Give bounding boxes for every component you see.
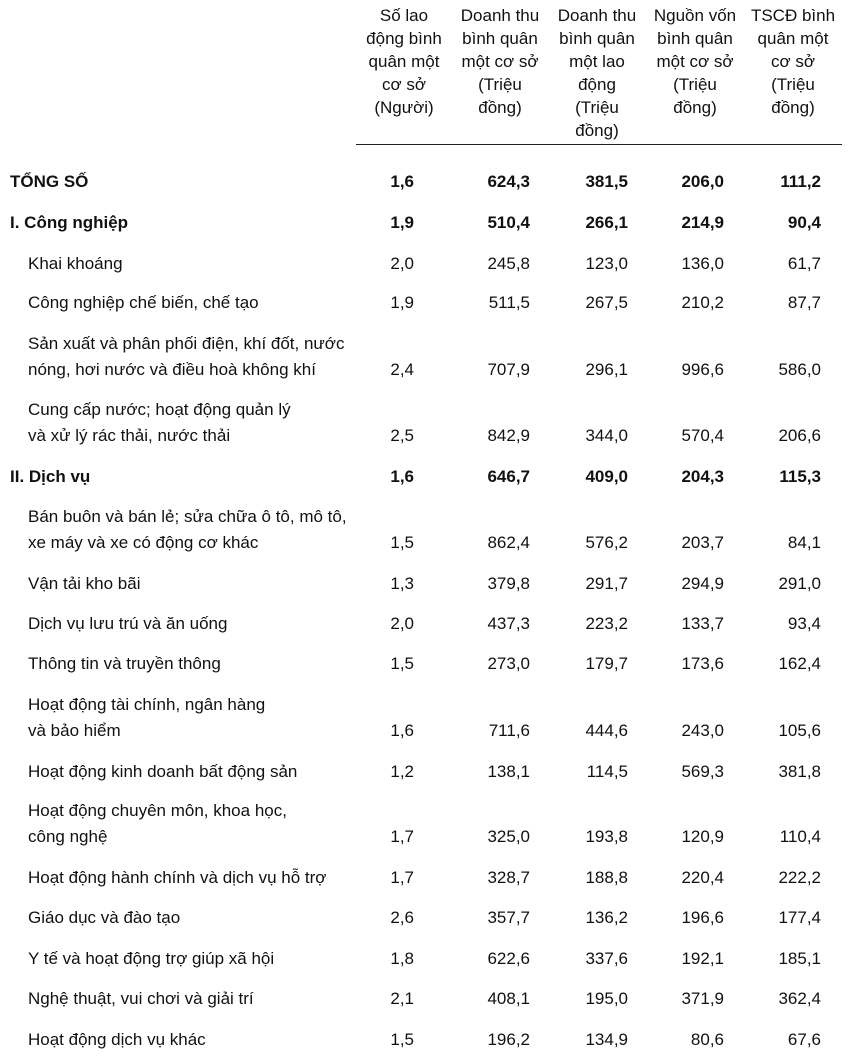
row-value: 267,5 [585,293,628,312]
header-capital-per-establishment: Nguồn vốn bình quân một cơ sở (Triệu đồng) [653,6,737,117]
row-value: 437,3 [487,614,530,633]
row-value: 206,6 [778,426,821,445]
row-value: 337,6 [585,949,628,968]
row-value: 996,6 [681,360,724,379]
row-value: 214,9 [681,213,724,232]
row-value: 87,7 [787,293,821,312]
row-value: 325,0 [487,827,530,846]
header-workers-per-establishment: Số lao động bình quân một cơ sở (Người) [366,6,442,117]
row-value: 196,2 [487,1030,530,1049]
header-revenue-per-worker: Doanh thu bình quân một lao động (Triệu đồng) [557,6,637,140]
row-value: 67,6 [787,1030,821,1049]
row-value: 111,2 [780,172,821,191]
row-value: 570,4 [681,426,724,445]
row-value: 177,4 [778,908,821,927]
row-value: 123,0 [585,254,628,273]
row-label: Vận tải kho bãi [28,574,141,593]
row-value: 357,7 [487,908,530,927]
row-value: 646,7 [487,467,530,486]
row-value: 291,7 [585,574,628,593]
row-value: 381,5 [585,172,628,191]
row-value: 195,0 [585,989,628,1008]
row-value: 1,6 [390,721,414,740]
row-label: Y tế và hoạt động trợ giúp xã hội [28,949,275,968]
row-value: 1,5 [390,654,414,673]
row-label: Hoạt động dịch vụ khác [28,1030,206,1049]
row-value: 204,3 [681,467,724,486]
row-value: 196,6 [681,908,724,927]
row-value: 210,2 [681,293,724,312]
row-label: Hoạt động tài chính, ngân hàng và bảo hiểm [28,695,266,740]
row-value: 266,1 [585,213,628,232]
row-value: 1,6 [390,467,414,486]
row-value: 206,0 [681,172,724,191]
row-value: 444,6 [585,721,628,740]
row-value: 2,0 [390,614,414,633]
row-label: Hoạt động chuyên môn, khoa học, công nghệ [28,801,287,846]
row-value: 273,0 [487,654,530,673]
row-value: 408,1 [487,989,530,1008]
row-value: 90,4 [787,213,821,232]
row-value: 93,4 [787,614,821,633]
row-value: 294,9 [681,574,724,593]
row-value: 120,9 [681,827,724,846]
row-value: 185,1 [778,949,821,968]
row-label: Hoạt động kinh doanh bất động sản [28,762,298,781]
row-value: 1,2 [390,762,414,781]
row-value: 2,1 [390,989,414,1008]
row-value: 193,8 [585,827,628,846]
row-value: 344,0 [585,426,628,445]
row-value: 1,7 [390,868,414,887]
row-value: 510,4 [487,213,530,232]
row-value: 80,6 [690,1030,724,1049]
row-label: Công nghiệp chế biến, chế tạo [28,293,259,312]
row-label: Giáo dục và đào tạo [28,908,181,927]
row-value: 245,8 [487,254,530,273]
row-value: 223,2 [585,614,628,633]
row-value: 862,4 [487,533,530,552]
row-value: 1,5 [390,1030,414,1049]
row-value: 136,0 [681,254,724,273]
row-label: Nghệ thuật, vui chơi và giải trí [28,989,254,1008]
row-value: 2,6 [390,908,414,927]
row-value: 138,1 [487,762,530,781]
row-value: 1,5 [390,533,414,552]
row-value: 105,6 [778,721,821,740]
row-label: II. Dịch vụ [10,467,91,486]
row-value: 203,7 [681,533,724,552]
row-value: 624,3 [487,172,530,191]
header-revenue-per-establishment: Doanh thu bình quân một cơ sở (Triệu đồng) [460,6,540,117]
row-value: 114,5 [586,762,628,781]
row-value: 1,9 [390,293,414,312]
row-value: 136,2 [585,908,628,927]
row-value: 362,4 [778,989,821,1008]
row-value: 110,4 [779,827,821,846]
row-value: 711,6 [488,721,530,740]
row-value: 622,6 [487,949,530,968]
row-value: 133,7 [681,614,724,633]
row-value: 291,0 [778,574,821,593]
row-value: 1,8 [390,949,414,968]
row-value: 2,5 [390,426,414,445]
row-value: 707,9 [487,360,530,379]
row-value: 1,6 [390,172,414,191]
row-value: 2,0 [390,254,414,273]
row-value: 243,0 [681,721,724,740]
row-label: Hoạt động hành chính và dịch vụ hỗ trợ [28,868,327,887]
row-value: 1,7 [390,827,414,846]
row-label: I. Công nghiệp [10,213,129,232]
row-value: 381,8 [778,762,821,781]
header-divider [356,144,842,145]
row-value: 220,4 [681,868,724,887]
row-value: 1,3 [390,574,414,593]
row-value: 328,7 [487,868,530,887]
row-value: 84,1 [787,533,821,552]
row-value: 569,3 [681,762,724,781]
row-label: Cung cấp nước; hoạt động quản lý và xử lý rác thải, nước thải [28,400,291,445]
row-value: 188,8 [585,868,628,887]
header-fixed-assets-per-establishment: TSCĐ bình quân một cơ sở (Triệu đồng) [750,6,836,117]
row-label: Sản xuất và phân phối điện, khí đốt, nước nóng, hơi nước và điều hoà không khí [28,334,345,379]
row-value: 179,7 [585,654,628,673]
row-label: Dịch vụ lưu trú và ăn uống [28,614,228,633]
row-label: TỔNG SỐ [10,172,89,191]
row-value: 162,4 [778,654,821,673]
row-value: 134,9 [585,1030,628,1049]
row-value: 2,4 [390,360,414,379]
row-value: 379,8 [487,574,530,593]
row-label: Khai khoáng [28,254,123,273]
row-value: 371,9 [681,989,724,1008]
row-label: Thông tin và truyền thông [28,654,221,673]
row-value: 586,0 [778,360,821,379]
row-value: 296,1 [585,360,628,379]
row-value: 173,6 [681,654,724,673]
row-value: 222,2 [778,868,821,887]
row-value: 192,1 [681,949,724,968]
row-value: 1,9 [390,213,414,232]
row-value: 842,9 [487,426,530,445]
row-value: 409,0 [585,467,628,486]
row-value: 576,2 [585,533,628,552]
row-value: 115,3 [779,467,821,486]
row-value: 61,7 [787,254,821,273]
row-label: Bán buôn và bán lẻ; sửa chữa ô tô, mô tô, xe máy và xe có động cơ khác [28,507,347,552]
row-value: 511,5 [488,293,530,312]
